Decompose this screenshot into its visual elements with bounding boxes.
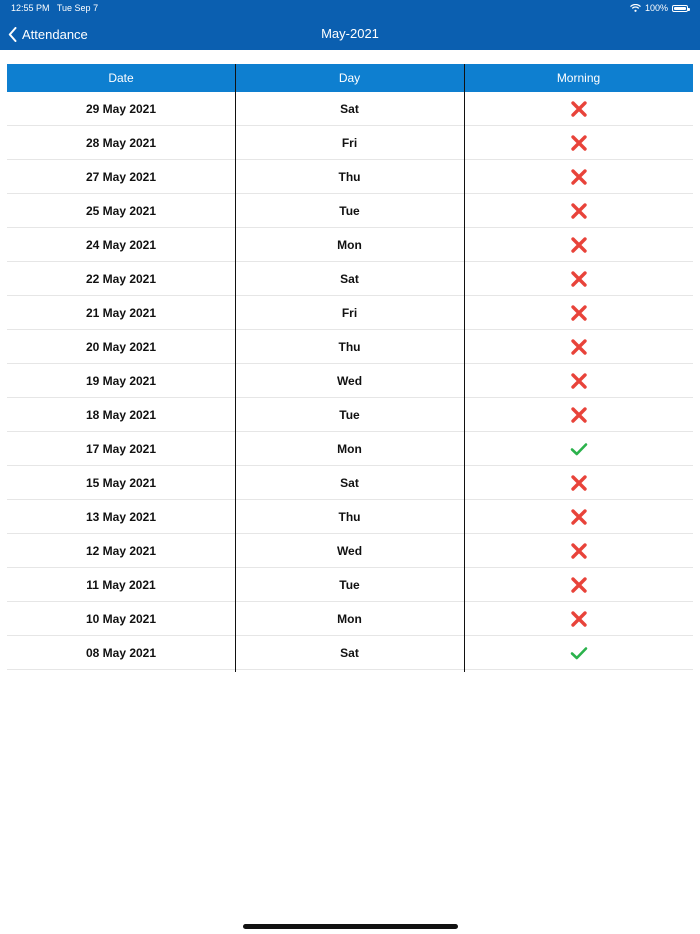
- cell-date: 17 May 2021: [85, 441, 157, 456]
- cell-morning: [464, 194, 693, 227]
- column-header-morning: Morning: [556, 71, 601, 85]
- cross-icon: [570, 100, 588, 118]
- battery-percent: 100%: [644, 3, 668, 13]
- cell-morning: [464, 534, 693, 567]
- cell-morning: [464, 636, 693, 669]
- table-body: [7, 92, 693, 670]
- status-date-text: Tue Sep 7: [56, 3, 99, 13]
- cross-icon: [570, 202, 588, 220]
- table-row[interactable]: [7, 262, 693, 296]
- cell-morning: [464, 228, 693, 261]
- cell-day: Sat: [340, 645, 359, 660]
- table-row[interactable]: [7, 466, 693, 500]
- table-row[interactable]: [7, 194, 693, 228]
- cell-morning: [464, 330, 693, 363]
- back-label: Attendance: [22, 26, 88, 42]
- cell-date: 10 May 2021: [85, 611, 157, 626]
- cell-morning: [464, 602, 693, 635]
- home-indicator: [243, 924, 458, 929]
- cell-date: 15 May 2021: [85, 475, 157, 490]
- cell-date: 08 May 2021: [85, 645, 157, 660]
- cross-icon: [570, 270, 588, 288]
- cell-morning: [464, 364, 693, 397]
- table-row[interactable]: [7, 432, 693, 466]
- cell-date: 11 May 2021: [86, 577, 156, 592]
- cell-date: 19 May 2021: [85, 373, 157, 388]
- cell-morning: [464, 568, 693, 601]
- column-divider: [464, 64, 465, 672]
- cross-icon: [570, 542, 588, 560]
- cross-icon: [570, 508, 588, 526]
- column-header-day: Day: [338, 71, 361, 85]
- cell-morning: [464, 92, 693, 125]
- cell-day: Tue: [339, 577, 360, 592]
- wifi-icon: [630, 4, 641, 12]
- cell-day: Thu: [338, 339, 361, 354]
- cell-morning: [464, 398, 693, 431]
- cross-icon: [570, 576, 588, 594]
- cross-icon: [570, 406, 588, 424]
- cell-date: 12 May 2021: [85, 543, 157, 558]
- table-row[interactable]: [7, 636, 693, 670]
- table-row[interactable]: [7, 534, 693, 568]
- cell-date: 18 May 2021: [85, 407, 157, 422]
- cell-date: 21 May 2021: [85, 305, 157, 320]
- cell-morning: [464, 466, 693, 499]
- table-row[interactable]: [7, 602, 693, 636]
- cell-date: 27 May 2021: [85, 169, 157, 184]
- cell-date: 28 May 2021: [85, 135, 157, 150]
- cell-day: Mon: [337, 611, 362, 626]
- cross-icon: [570, 168, 588, 186]
- cross-icon: [570, 134, 588, 152]
- check-icon: [570, 646, 588, 660]
- cell-day: Thu: [338, 509, 361, 524]
- column-header-date: Date: [108, 71, 134, 85]
- table-row[interactable]: [7, 92, 693, 126]
- status-indicators: [630, 3, 688, 13]
- cell-day: Sat: [340, 101, 359, 116]
- page-title: May-2021: [321, 26, 379, 41]
- table-row[interactable]: [7, 330, 693, 364]
- cell-day: Wed: [336, 373, 363, 388]
- check-icon: [570, 442, 588, 456]
- cell-date: 13 May 2021: [85, 509, 157, 524]
- table-row[interactable]: [7, 126, 693, 160]
- status-time: [11, 3, 98, 13]
- cross-icon: [570, 610, 588, 628]
- cell-morning: [464, 126, 693, 159]
- battery-icon: [672, 5, 688, 12]
- cell-day: Tue: [339, 407, 360, 422]
- cross-icon: [570, 338, 588, 356]
- cell-morning: [464, 500, 693, 533]
- cell-day: Fri: [341, 305, 358, 320]
- cell-morning: [464, 432, 693, 465]
- cell-morning: [464, 160, 693, 193]
- cell-morning: [464, 262, 693, 295]
- column-divider: [235, 64, 236, 672]
- table-row[interactable]: [7, 160, 693, 194]
- table-row[interactable]: [7, 500, 693, 534]
- cell-day: Sat: [340, 271, 359, 286]
- cross-icon: [570, 236, 588, 254]
- attendance-table: [7, 64, 693, 670]
- status-time-text: 12:55 PM: [11, 3, 50, 13]
- cell-day: Fri: [341, 135, 358, 150]
- cell-day: Mon: [337, 237, 362, 252]
- table-row[interactable]: [7, 364, 693, 398]
- cell-date: 29 May 2021: [85, 101, 157, 116]
- cell-date: 20 May 2021: [85, 339, 157, 354]
- cross-icon: [570, 372, 588, 390]
- table-row[interactable]: [7, 228, 693, 262]
- cell-day: Sat: [340, 475, 359, 490]
- cell-date: 24 May 2021: [85, 237, 157, 252]
- cell-day: Tue: [339, 203, 360, 218]
- navigation-bar: [0, 0, 700, 50]
- cell-date: 25 May 2021: [85, 203, 157, 218]
- table-row[interactable]: [7, 398, 693, 432]
- cell-day: Wed: [336, 543, 363, 558]
- cross-icon: [570, 304, 588, 322]
- cell-morning: [464, 296, 693, 329]
- cell-date: 22 May 2021: [85, 271, 157, 286]
- table-header: [7, 64, 693, 92]
- cross-icon: [570, 474, 588, 492]
- table-row[interactable]: [7, 568, 693, 602]
- table-row[interactable]: [7, 296, 693, 330]
- cell-day: Thu: [338, 169, 361, 184]
- cell-day: Mon: [337, 441, 362, 456]
